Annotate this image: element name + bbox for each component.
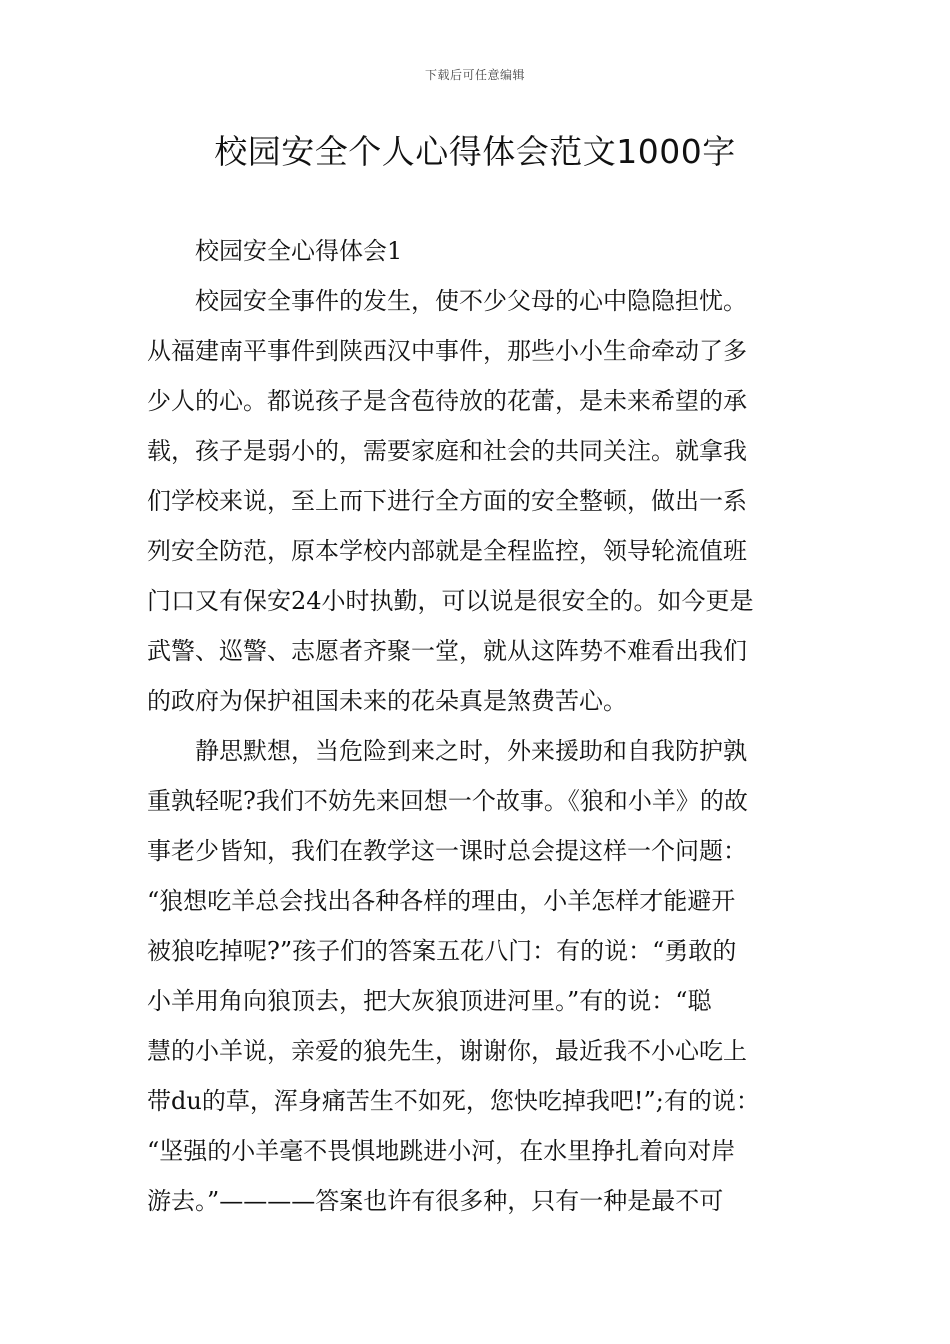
paragraph-line: “狼想吃羊总会找出各种各样的理由，小羊怎样才能避开: [147, 887, 736, 915]
paragraph-line: 静思默想，当危险到来之时，外来援助和自我防护孰: [195, 737, 747, 765]
paragraph-line: 少人的心。都说孩子是含苞待放的花蕾，是未来希望的承: [147, 387, 747, 415]
paragraph-line: 列安全防范，原本学校内部就是全程监控，领导轮流值班: [147, 537, 747, 565]
paragraph-line: 门口又有保安24小时执勤，可以说是很安全的。如今更是: [147, 587, 754, 615]
paragraph-line: 带du的草，浑身痛苦生不如死，您快吃掉我吧!”;有的说：: [147, 1087, 760, 1115]
section-heading: 校园安全心得体会1: [195, 237, 403, 265]
document-body: [147, 226, 817, 1226]
paragraph-line: 的政府为保护祖国未来的花朵真是煞费苦心。: [147, 687, 627, 715]
paragraph-line: 们学校来说，至上而下进行全方面的安全整顿，做出一系: [147, 487, 747, 515]
paragraph-line: 事老少皆知，我们在教学这一课时总会提这样一个问题：: [147, 837, 747, 865]
paragraph-line: 武警、巡警、志愿者齐聚一堂，就从这阵势不难看出我们: [147, 637, 747, 665]
paragraph-line: 重孰轻呢?我们不妨先来回想一个故事。《狼和小羊》的故: [147, 787, 748, 815]
document-title: 校园安全个人心得体会范文1000字: [214, 132, 736, 171]
paragraph-line: 校园安全事件的发生，使不少父母的心中隐隐担忧。: [195, 287, 747, 315]
paragraph-line: 游去。”————答案也许有很多种，只有一种是最不可: [147, 1187, 724, 1215]
header-note: 下载后可任意编辑: [424, 68, 525, 82]
paragraph-line: 从福建南平事件到陕西汉中事件，那些小小生命牵动了多: [147, 337, 747, 365]
paragraph-line: 慧的小羊说，亲爱的狼先生，谢谢你，最近我不小心吃上: [147, 1037, 747, 1065]
paragraph-line: “坚强的小羊毫不畏惧地跳进小河，在水里挣扎着向对岸: [147, 1137, 736, 1165]
paragraph-line: 被狼吃掉呢?”孩子们的答案五花八门：有的说：“勇敢的: [147, 937, 737, 965]
paragraph-line: 载，孩子是弱小的，需要家庭和社会的共同关注。就拿我: [147, 437, 747, 465]
paragraph-line: 小羊用角向狼顶去，把大灰狼顶进河里。”有的说：“聪: [147, 987, 712, 1015]
